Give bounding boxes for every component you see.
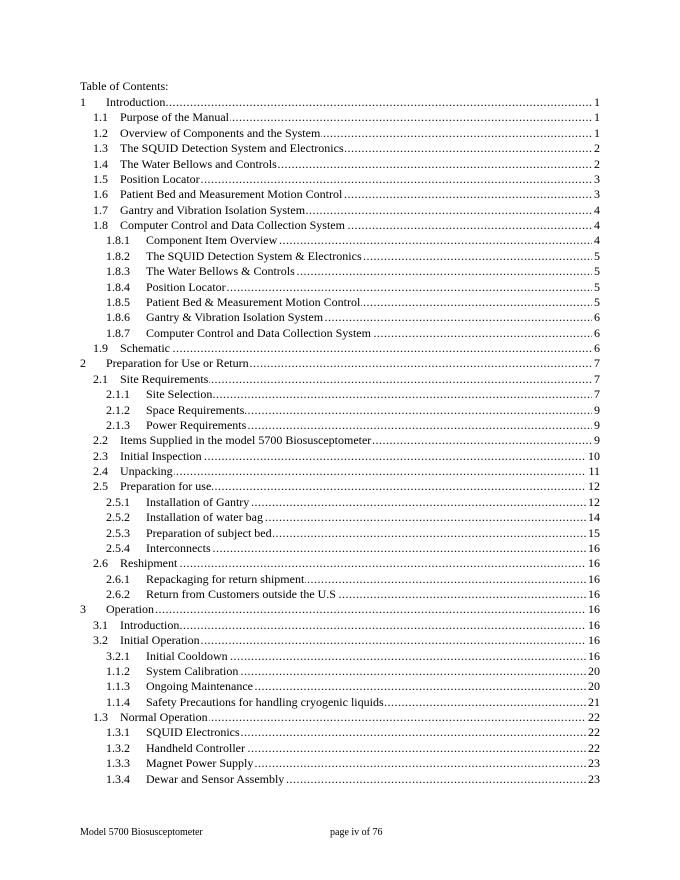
- toc-entry-title: Items Supplied in the model 5700 Biosusceptometer: [120, 433, 372, 448]
- toc-entry-title: Interconnects: [146, 540, 211, 555]
- toc-entry[interactable]: [80, 772, 600, 787]
- toc-entry-leader: [120, 449, 600, 464]
- toc-entry-number: 1.8.6: [106, 310, 130, 325]
- toc-entry-number: 1.8.1: [106, 233, 130, 248]
- toc-entry-number: 1.3.1: [106, 725, 130, 740]
- toc-entry[interactable]: [80, 572, 600, 587]
- toc-entry[interactable]: [80, 95, 600, 110]
- toc-entry-title: Operation: [106, 602, 154, 617]
- toc-entry-title: Patient Bed and Measurement Motion Control: [120, 187, 343, 202]
- toc-entry-leader: [146, 418, 600, 433]
- toc-entry-title: The SQUID Detection System & Electronics: [146, 248, 362, 263]
- toc-entry-title: Space Requirements: [146, 402, 245, 417]
- toc-entry-page: 7: [594, 371, 600, 386]
- toc-entry-number: 1.9: [93, 341, 108, 355]
- toc-entry-page: 20: [588, 663, 600, 678]
- toc-entry-title: Safety Precautions for handling cryogenic liquids: [146, 694, 384, 709]
- toc-entry-page: 9: [594, 433, 600, 448]
- toc-entry-page: 6: [594, 325, 600, 340]
- toc-entry-number: 1.7: [93, 202, 108, 217]
- toc-entry-number: 1.5: [93, 171, 108, 186]
- toc-entry-title: Installation of Gantry: [146, 494, 250, 509]
- toc-entry-title: Initial Cooldown: [146, 648, 228, 663]
- toc-entry-title: Power Requirements: [146, 417, 247, 432]
- toc-entry-title: SQUID Electronics: [146, 725, 240, 740]
- toc-entry-title: Component Item Overview: [146, 233, 278, 248]
- toc-entry[interactable]: [80, 618, 600, 633]
- toc-entry[interactable]: [80, 341, 600, 356]
- toc-entry[interactable]: [80, 295, 600, 310]
- toc-entry[interactable]: [80, 587, 600, 602]
- toc-entry-leader: [146, 264, 600, 279]
- toc-entry-page: 21: [588, 694, 600, 709]
- toc-entry-title: System Calibration: [146, 663, 239, 678]
- toc-entry-page: 5: [594, 294, 600, 309]
- toc-entry-page: 6: [594, 341, 600, 355]
- toc-entry-number: 2.5.3: [106, 525, 130, 540]
- toc-entry-leader: [146, 587, 600, 602]
- toc-entry[interactable]: [80, 203, 600, 218]
- toc-entry-title: Introduction: [106, 95, 166, 109]
- toc-entry-title: Position Locator: [146, 279, 226, 294]
- toc-entry-number: 2.4: [93, 464, 108, 478]
- toc-entry-title: Preparation for Use or Return: [106, 356, 249, 371]
- toc-entry[interactable]: [80, 326, 600, 341]
- toc-entry-leader: [120, 633, 600, 648]
- toc-entry-page: 14: [588, 510, 600, 525]
- toc-entry-page: 20: [588, 679, 600, 694]
- toc-entry-title: Repackaging for return shipment: [146, 571, 305, 586]
- footer-title: Model 5700 Biosusceptometer: [80, 827, 203, 838]
- toc-entry-number: 2.3: [93, 448, 108, 463]
- toc-entry-number: 1.1: [93, 110, 108, 125]
- toc-entry-leader: [146, 695, 600, 710]
- toc-entry[interactable]: [80, 110, 600, 125]
- toc-entry-leader: [120, 618, 600, 633]
- toc-entry-number: 3.2: [93, 633, 108, 648]
- toc-entry-title: Position Locator: [120, 171, 200, 186]
- toc-entry-page: 16: [588, 617, 600, 632]
- toc-entry-leader: [146, 526, 600, 541]
- toc-entry-leader: [120, 141, 600, 156]
- toc-entry-page: 22: [588, 740, 600, 755]
- toc-entry-page: 16: [588, 648, 600, 663]
- toc-entry-page: 5: [594, 248, 600, 263]
- toc-entry-page: 16: [588, 602, 600, 617]
- toc-entry-leader: [146, 756, 600, 771]
- toc-entry[interactable]: [80, 172, 600, 187]
- toc-entry[interactable]: [80, 649, 600, 664]
- toc-entry[interactable]: [80, 725, 600, 740]
- toc-entry-number: 3.1: [93, 617, 108, 632]
- toc-entry-leader: [106, 95, 600, 110]
- toc-entry[interactable]: [80, 464, 600, 479]
- toc-entry[interactable]: [80, 756, 600, 771]
- toc-entry-title: Installation of water bag: [146, 510, 263, 525]
- toc-entry-number: 1.3: [93, 710, 108, 724]
- toc-entry-leader: [120, 341, 600, 356]
- toc-entry-page: 4: [594, 233, 600, 248]
- toc-entry-title: The Water Bellows & Controls: [146, 264, 295, 279]
- toc-entry-leader: [106, 602, 600, 617]
- toc-entry-number: 1.6: [93, 187, 108, 202]
- toc-entry[interactable]: [80, 187, 600, 202]
- toc-entry[interactable]: [80, 418, 600, 433]
- toc-entry-number: 1.8: [93, 218, 108, 232]
- toc-entry-title: Gantry & Vibration Isolation System: [146, 310, 324, 325]
- toc-entry[interactable]: [80, 433, 600, 448]
- toc-entry-page: 1: [594, 95, 600, 109]
- toc-entry-leader: [120, 187, 600, 202]
- toc-entry[interactable]: [80, 249, 600, 264]
- toc-entry-page: 7: [594, 387, 600, 402]
- toc-entry[interactable]: [80, 280, 600, 295]
- toc-entry-title: Initial Operation: [120, 633, 200, 648]
- toc-entry-title: Purpose of the Manual: [120, 110, 229, 125]
- toc-entry-title: Computer Control and Data Collection System: [120, 218, 345, 232]
- toc-entry-number: 1.3.2: [106, 740, 130, 755]
- toc-entry-leader: [120, 126, 600, 141]
- toc-entry-leader: [120, 172, 600, 187]
- toc-entry-number: 1.4: [93, 156, 108, 171]
- toc-entry-title: Computer Control and Data Collection System: [146, 325, 371, 340]
- toc-entry-leader: [146, 772, 600, 787]
- toc-entry-leader: [146, 664, 600, 679]
- toc-entry-page: 7: [594, 356, 600, 371]
- toc-entry-page: 11: [588, 464, 600, 478]
- toc-entry-leader: [146, 649, 600, 664]
- toc-entry[interactable]: [80, 664, 600, 679]
- toc-entry-leader: [146, 387, 600, 402]
- toc-entry-number: 1.8.2: [106, 248, 130, 263]
- toc-entry-leader: [146, 310, 600, 325]
- toc-entry-title: Patient Bed & Measurement Motion Control: [146, 294, 361, 309]
- toc-entry[interactable]: [80, 679, 600, 694]
- toc-entry-page: 22: [588, 710, 600, 724]
- toc-entry-leader: [146, 326, 600, 341]
- toc-entry-title: Preparation of subject bed: [146, 525, 272, 540]
- toc-entry[interactable]: [80, 710, 600, 725]
- toc-entry-leader: [120, 372, 600, 387]
- toc-entry[interactable]: [80, 695, 600, 710]
- toc-entry-leader: [146, 541, 600, 556]
- toc-entry-leader: [120, 433, 600, 448]
- toc-entry-title: The SQUID Detection System and Electronics: [120, 141, 344, 156]
- toc-entry-title: Schematic: [120, 341, 170, 355]
- toc-entry-page: 16: [588, 571, 600, 586]
- toc-entry-number: 2.5.2: [106, 510, 130, 525]
- toc-entry-leader: [120, 110, 600, 125]
- toc-entry-number: 1.8.7: [106, 325, 130, 340]
- toc-entry[interactable]: [80, 741, 600, 756]
- toc-entry-title: Initial Inspection: [120, 448, 202, 463]
- toc-entry-leader: [120, 479, 600, 494]
- toc-entry-title: Dewar and Sensor Assembly: [146, 771, 285, 786]
- toc-entry-page: 16: [588, 633, 600, 648]
- toc-entry[interactable]: [80, 372, 600, 387]
- toc-entry-title: Handheld Controller: [146, 740, 245, 755]
- toc-entry-page: 15: [588, 525, 600, 540]
- toc-entry-title: Normal Operation: [120, 710, 208, 724]
- toc-entry-leader: [120, 157, 600, 172]
- toc-entry[interactable]: [80, 510, 600, 525]
- toc-entry-number: 1.8.5: [106, 294, 130, 309]
- toc-entry-leader: [146, 233, 600, 248]
- toc-entry[interactable]: [80, 126, 600, 141]
- toc-entry[interactable]: [80, 403, 600, 418]
- toc-entry-number: 3.2.1: [106, 648, 130, 663]
- toc-entry-number: 2.5.1: [106, 494, 130, 509]
- toc-entry-title: Preparation for use: [120, 479, 212, 494]
- toc-entry-page: 22: [588, 725, 600, 740]
- toc-entry-number: 1.3.4: [106, 771, 130, 786]
- toc-entry-number: 2.1.3: [106, 417, 130, 432]
- toc-entry-page: 2: [594, 156, 600, 171]
- toc-entry-title: Unpacking: [120, 464, 173, 478]
- toc-entry[interactable]: [80, 602, 600, 617]
- toc-entry-number: 2.5.4: [106, 540, 130, 555]
- toc-entry-page: 3: [594, 187, 600, 202]
- toc-entry[interactable]: [80, 495, 600, 510]
- toc-entry-leader: [106, 356, 600, 371]
- toc-entry-leader: [120, 710, 600, 725]
- toc-entry[interactable]: [80, 449, 600, 464]
- toc-entry-number: 2.5: [93, 479, 108, 494]
- toc-entry[interactable]: [80, 264, 600, 279]
- toc-entry-page: 5: [594, 279, 600, 294]
- toc-entry-number: 2.1: [93, 371, 108, 386]
- toc-entry[interactable]: [80, 633, 600, 648]
- toc-entry-number: 1.1.4: [106, 694, 130, 709]
- toc-entry-leader: [120, 464, 600, 479]
- toc-entry[interactable]: [80, 157, 600, 172]
- toc-entry-number: 2.6: [93, 556, 108, 571]
- toc-entry-title: Site Requirements: [120, 371, 209, 386]
- toc-entry-leader: [146, 280, 600, 295]
- toc-entry-number: 1.3.3: [106, 756, 130, 771]
- toc-entry[interactable]: [80, 141, 600, 156]
- toc-entry[interactable]: [80, 356, 600, 371]
- toc-entry-leader: [146, 403, 600, 418]
- toc-entry[interactable]: [80, 479, 600, 494]
- toc-entry-page: 9: [594, 402, 600, 417]
- toc-entry-number: 1.3: [93, 141, 108, 156]
- toc-entry-page: 1: [594, 110, 600, 125]
- toc-entry-number: 2.6.1: [106, 571, 130, 586]
- toc-entry-title: Introduction: [120, 617, 180, 632]
- toc-entry-leader: [146, 741, 600, 756]
- toc-entry-leader: [120, 203, 600, 218]
- toc-entry[interactable]: [80, 541, 600, 556]
- toc-entry-title: Magnet Power Supply: [146, 756, 254, 771]
- toc-entry-title: Return from Customers outside the U.S: [146, 587, 336, 601]
- toc-entry-number: 2.6.2: [106, 587, 130, 601]
- toc-entry-number: 3: [80, 602, 86, 617]
- toc-entry-page: 4: [594, 202, 600, 217]
- toc-entry-leader: [146, 679, 600, 694]
- toc-entry-title: Overview of Components and the System: [120, 125, 321, 140]
- toc-entry-page: 5: [594, 264, 600, 279]
- toc-entry[interactable]: [80, 556, 600, 571]
- toc-entry-page: 10: [588, 448, 600, 463]
- toc-entry-page: 9: [594, 417, 600, 432]
- toc-entry-number: 1.1.2: [106, 663, 130, 678]
- toc-entry-page: 16: [588, 587, 600, 601]
- toc-entry-number: 2.1.2: [106, 402, 130, 417]
- toc-entry-title: The Water Bellows and Controls: [120, 156, 277, 171]
- toc-entry[interactable]: [80, 233, 600, 248]
- footer-page-number: page iv of 76: [330, 827, 383, 838]
- toc-entry-number: 1.8.4: [106, 279, 130, 294]
- toc-entry-leader: [120, 556, 600, 571]
- toc-entry[interactable]: [80, 526, 600, 541]
- toc-entry-number: 2: [80, 356, 86, 371]
- toc-entry-title: Gantry and Vibration Isolation System: [120, 202, 306, 217]
- toc-entry[interactable]: [80, 218, 600, 233]
- toc-entry-page: 1: [594, 125, 600, 140]
- toc-entry-number: 1.1.3: [106, 679, 130, 694]
- toc-entry-number: 2.1.1: [106, 387, 130, 402]
- toc-list: [80, 95, 600, 787]
- toc-entry-page: 12: [588, 494, 600, 509]
- toc-entry-page: 16: [588, 556, 600, 571]
- toc-entry-title: Ongoing Maintenance: [146, 679, 253, 694]
- toc-entry-number: 1.8.3: [106, 264, 130, 279]
- toc-entry[interactable]: [80, 387, 600, 402]
- toc-entry-page: 23: [588, 771, 600, 786]
- toc-entry-title: Site Selection: [146, 387, 213, 402]
- toc-entry-page: 3: [594, 171, 600, 186]
- toc-entry-number: 1.2: [93, 125, 108, 140]
- toc-entry[interactable]: [80, 310, 600, 325]
- toc-entry-leader: [146, 495, 600, 510]
- toc-entry-leader: [146, 295, 600, 310]
- toc-entry-number: 2.2: [93, 433, 108, 448]
- toc-entry-title: Reshipment: [120, 556, 178, 571]
- toc-entry-leader: [146, 572, 600, 587]
- toc-entry-page: 6: [594, 310, 600, 325]
- toc-entry-page: 4: [594, 218, 600, 232]
- toc-entry-leader: [120, 218, 600, 233]
- toc-entry-leader: [146, 249, 600, 264]
- toc-heading: Table of Contents:: [80, 79, 169, 93]
- toc-entry-page: 16: [588, 540, 600, 555]
- toc-entry-number: 1: [80, 95, 86, 109]
- toc-entry-leader: [146, 510, 600, 525]
- toc-entry-leader: [146, 725, 600, 740]
- toc-entry-page: 12: [588, 479, 600, 494]
- toc-entry-page: 2: [594, 141, 600, 156]
- toc-entry-page: 23: [588, 756, 600, 771]
